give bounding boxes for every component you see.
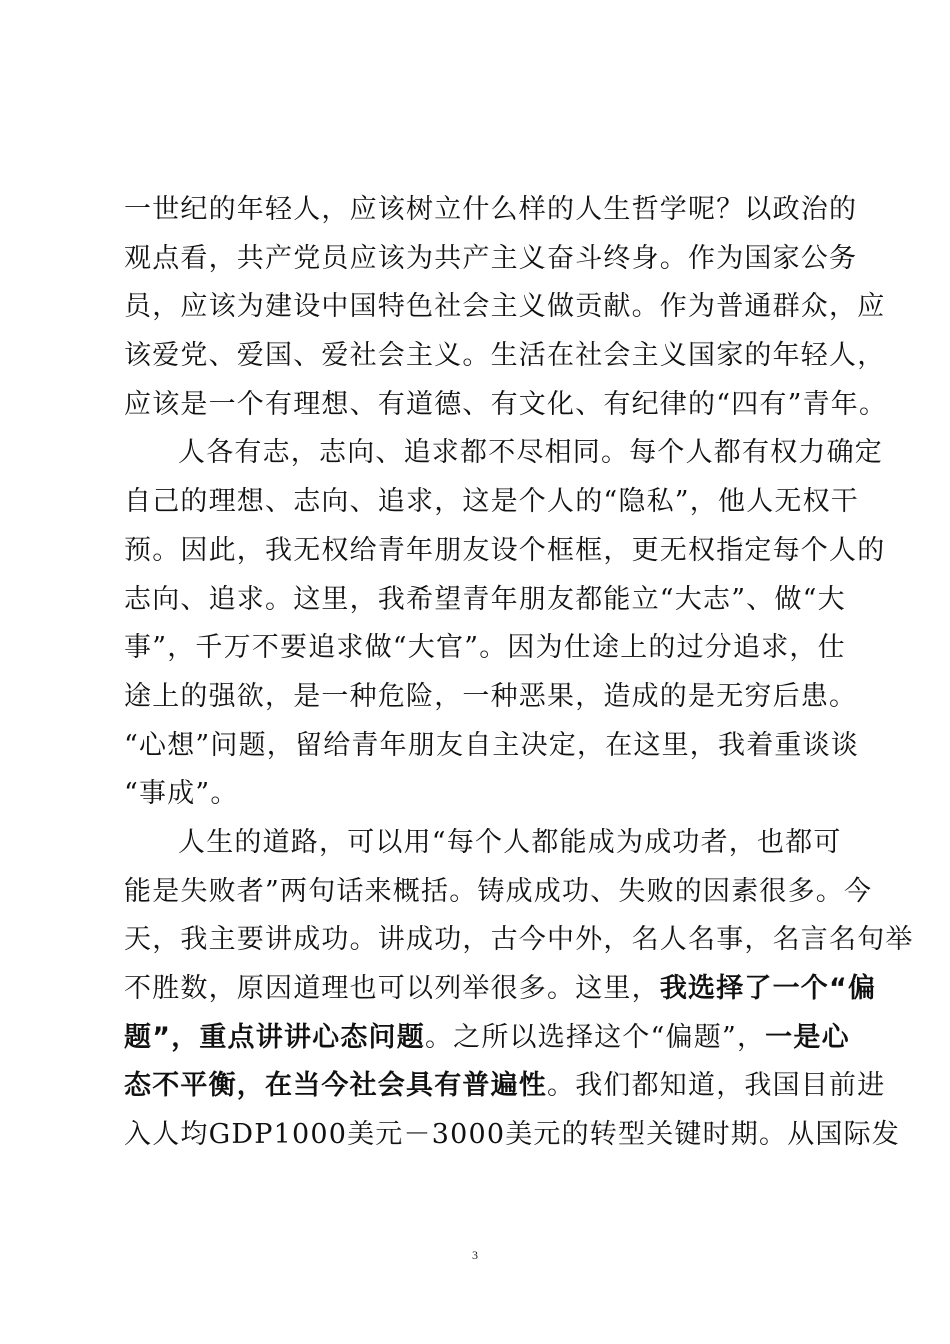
- text-segment: 途上的强欲，是一种危险，一种恶果，造成的是无穷后患。: [124, 680, 858, 712]
- text-segment: 该爱党、爱国、爱社会主义。生活在社会主义国家的年轻人，: [124, 340, 886, 372]
- text-line: [124, 624, 846, 673]
- text-segment: 员，应该为建设中国特色社会主义做贡献。作为普通群众，应: [124, 291, 886, 323]
- text-segment: 一世纪的年轻人，应该树立什么样的人生哲学呢？以政治的: [124, 194, 858, 225]
- text-segment: 人各有志，志向、追求都不尽相同。每个人都有权力确定: [178, 437, 883, 469]
- text-line: [124, 1111, 901, 1160]
- emphasized-text: 一是心: [765, 1021, 850, 1053]
- text-line: [124, 381, 888, 430]
- page-number: 3: [472, 1248, 478, 1262]
- text-line: [124, 283, 886, 332]
- text-segment: 能是失败者”两句话来概括。铸成成功、失败的因素很多。今: [124, 875, 873, 907]
- text-segment: 志向、追求。这里，我希望青年朋友都能立“大志”、做“大: [124, 583, 846, 615]
- text-segment: “事成”。: [124, 778, 239, 810]
- text-segment: 事”，千万不要追求做“大官”。因为仕途上的过分追求，仕: [124, 632, 846, 664]
- text-line: [124, 1062, 886, 1111]
- text-line: [124, 868, 873, 917]
- text-line: [124, 770, 836, 819]
- emphasized-text: 态不平衡，在当今社会具有普遍性: [124, 1070, 547, 1102]
- text-segment: 不胜数，原因道理也可以列举很多。这里，: [124, 973, 660, 1004]
- text-segment: 预。因此，我无权给青年朋友设个框框，更无权指定每个人的: [124, 534, 886, 566]
- emphasized-text: 我选择了一个“偏: [659, 973, 877, 1004]
- document-body: [124, 186, 914, 1160]
- text-line: [124, 916, 914, 965]
- text-line: [124, 478, 860, 527]
- text-line: [124, 722, 860, 771]
- text-line: [124, 429, 883, 478]
- text-line: [124, 673, 858, 722]
- text-segment: 人生的道路，可以用“每个人都能成为成功者，也都可: [178, 826, 842, 858]
- text-segment: 自己的理想、志向、追求，这是个人的“隐私”，他人无权干: [124, 486, 860, 518]
- text-line: [124, 186, 858, 235]
- emphasized-text: 题”，重点讲讲心态问题: [124, 1021, 425, 1053]
- text-segment: 。之所以选择这个“偏题”，: [424, 1021, 766, 1053]
- text-segment: 入人均GDP1000美元－3000美元的转型关键时期。从国际发: [124, 1119, 901, 1151]
- text-segment: “心想”问题，留给青年朋友自主决定，在这里，我着重谈谈: [124, 729, 860, 761]
- text-segment: 。我们都知道，我国目前进: [547, 1070, 886, 1102]
- text-line: [124, 527, 886, 576]
- text-line: [124, 235, 858, 284]
- text-segment: 应该是一个有理想、有道德、有文化、有纪律的“四有”青年。: [124, 388, 888, 420]
- text-segment: 观点看，共产党员应该为共产主义奋斗终身。作为国家公务: [124, 242, 858, 274]
- text-segment: 天，我主要讲成功。讲成功，古今中外，名人名事，名言名句举: [124, 924, 914, 956]
- text-line: [124, 332, 886, 381]
- text-line: [124, 1014, 850, 1063]
- text-line: [124, 576, 846, 625]
- text-line: [124, 965, 877, 1014]
- text-line: [124, 819, 842, 868]
